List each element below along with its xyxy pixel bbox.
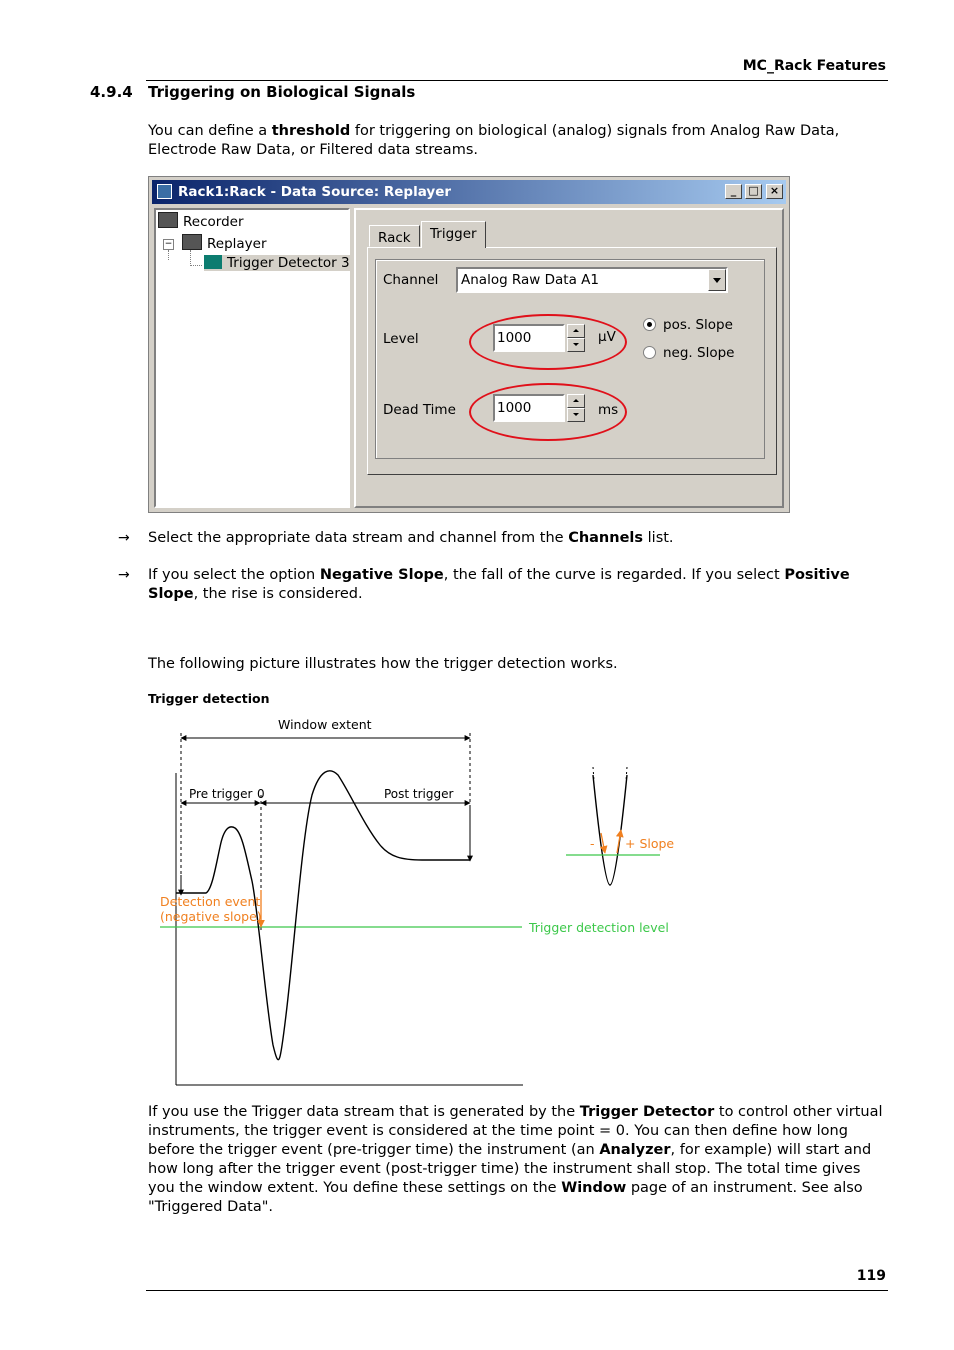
intro-bold: threshold <box>271 123 351 139</box>
closing-bold-1: Trigger Detector <box>579 1104 715 1120</box>
spin-down-icon[interactable] <box>567 338 585 352</box>
zero-label: 0 <box>257 787 265 801</box>
level-label: Level <box>383 331 419 347</box>
plus-slope-label: + Slope <box>625 836 675 851</box>
negative-slope-label: (negative slope) <box>160 909 262 924</box>
level-input[interactable]: 1000 <box>493 324 565 352</box>
dead-time-stepper[interactable] <box>567 394 585 422</box>
closing-text-1: If you use the Trigger data stream that is generated by the <box>148 1104 580 1120</box>
neg-slope-radio[interactable] <box>643 346 656 359</box>
trigger-detector-icon <box>204 255 222 269</box>
section-heading <box>90 83 415 101</box>
running-header: MC_Rack Features <box>742 58 886 74</box>
bullet-2-text: If you select the option <box>148 567 320 583</box>
page-number: 119 <box>856 1268 886 1284</box>
tree-line <box>168 250 170 260</box>
window-extent-label: Window extent <box>278 717 372 732</box>
bullet-arrow-1: → <box>118 530 130 546</box>
chevron-down-icon[interactable] <box>708 269 726 291</box>
trigger-detection-figure <box>140 685 700 1095</box>
dialog-titlebar <box>152 180 786 204</box>
figure-caption: Trigger detection <box>148 691 270 706</box>
bullet-1-text: Select the appropriate data stream and channel from the <box>148 530 569 546</box>
bullet-2-text-3: , the rise is considered. <box>193 586 363 602</box>
closing-bold-2: Analyzer <box>599 1142 671 1158</box>
bullet-arrow-2: → <box>118 567 130 583</box>
closing-paragraph <box>148 1103 888 1217</box>
section-number: 4.9.4 <box>90 83 133 101</box>
pos-slope-radio[interactable] <box>643 318 656 331</box>
section-title: Triggering on Biological Signals <box>148 83 416 101</box>
pre-trigger-label: Pre trigger <box>189 787 253 801</box>
replayer-icon <box>182 234 202 250</box>
closing-bold-3: Window <box>561 1180 627 1196</box>
dead-time-unit: ms <box>598 402 619 418</box>
tree-label-replayer: Replayer <box>207 236 267 252</box>
close-icon[interactable]: × <box>766 184 783 199</box>
post-trigger-label: Post trigger <box>384 787 454 801</box>
channel-select[interactable] <box>456 267 728 293</box>
footer-rule <box>146 1290 888 1291</box>
maximize-icon[interactable]: □ <box>745 184 762 199</box>
tree-item-replayer[interactable] <box>182 234 267 252</box>
level-stepper[interactable] <box>567 324 585 352</box>
intro-text-2: for triggering on biological (analog) signals from Analog Raw Data, Electrode Raw Data, or Filtered data streams. <box>148 123 840 158</box>
bullet-1-text-2: list. <box>643 530 674 546</box>
tree-line <box>190 250 192 266</box>
intro-text: You can define a <box>148 123 272 139</box>
tab-trigger[interactable]: Trigger <box>421 221 486 248</box>
pos-slope-label[interactable]: pos. Slope <box>663 317 733 333</box>
minimize-icon[interactable]: _ <box>725 184 742 199</box>
tree-item-trigger-detector[interactable] <box>204 255 350 271</box>
figure-intro: The following picture illustrates how the trigger detection works. <box>148 656 618 672</box>
intro-paragraph <box>148 122 888 160</box>
trigger-level-label: Trigger detection level <box>529 920 669 935</box>
channel-value: Analog Raw Data A1 <box>461 272 599 288</box>
bullet-1-bold: Channels <box>568 530 644 546</box>
tree-line <box>190 265 202 267</box>
bullet-2-text-2: , the fall of the curve is regarded. If you select <box>443 567 785 583</box>
bullet-2-bold: Negative Slope <box>319 567 444 583</box>
tab-rack[interactable]: Rack <box>369 225 420 247</box>
header-rule <box>146 80 888 81</box>
channel-label: Channel <box>383 272 439 288</box>
tree-item-recorder[interactable] <box>158 212 244 230</box>
closing-text-4: page of an instrument. See also "Triggered Data". <box>148 1180 863 1215</box>
dead-time-input[interactable]: 1000 <box>493 394 565 422</box>
spin-up-icon[interactable] <box>567 324 585 338</box>
level-unit: µV <box>598 329 616 345</box>
rack-dialog <box>148 176 790 513</box>
bullet-1 <box>148 529 888 548</box>
tree-label-recorder: Recorder <box>183 214 244 230</box>
slope-inset-curve <box>593 775 627 885</box>
detection-event-label: Detection event <box>160 894 261 909</box>
app-icon <box>157 184 172 199</box>
bullet-2 <box>148 566 888 604</box>
tree-label-trigger-detector: Trigger Detector 3 <box>227 255 350 271</box>
dialog-title: Rack1:Rack - Data Source: Replayer <box>178 184 452 200</box>
spin-up-icon[interactable] <box>567 394 585 408</box>
minus-label: - <box>590 836 595 851</box>
recorder-icon <box>158 212 178 228</box>
closing-text-3: , for example) will start and how long after the trigger event (post-trigger time) the instrument shall stop. The total time gives you the window extent. You define these settings on the <box>148 1142 872 1196</box>
collapse-icon[interactable]: − <box>164 239 173 249</box>
bullet-2-bold-2: Positive Slope <box>148 567 850 602</box>
dead-time-label: Dead Time <box>383 402 456 418</box>
closing-text-2: to control other virtual instruments, the trigger event is considered at the time point = 0. You can then define how long before the trigger event (pre-trigger time) the instrument (an <box>148 1104 883 1158</box>
rack-tree <box>154 208 350 508</box>
spin-down-icon[interactable] <box>567 408 585 422</box>
neg-slope-label[interactable]: neg. Slope <box>663 345 735 361</box>
